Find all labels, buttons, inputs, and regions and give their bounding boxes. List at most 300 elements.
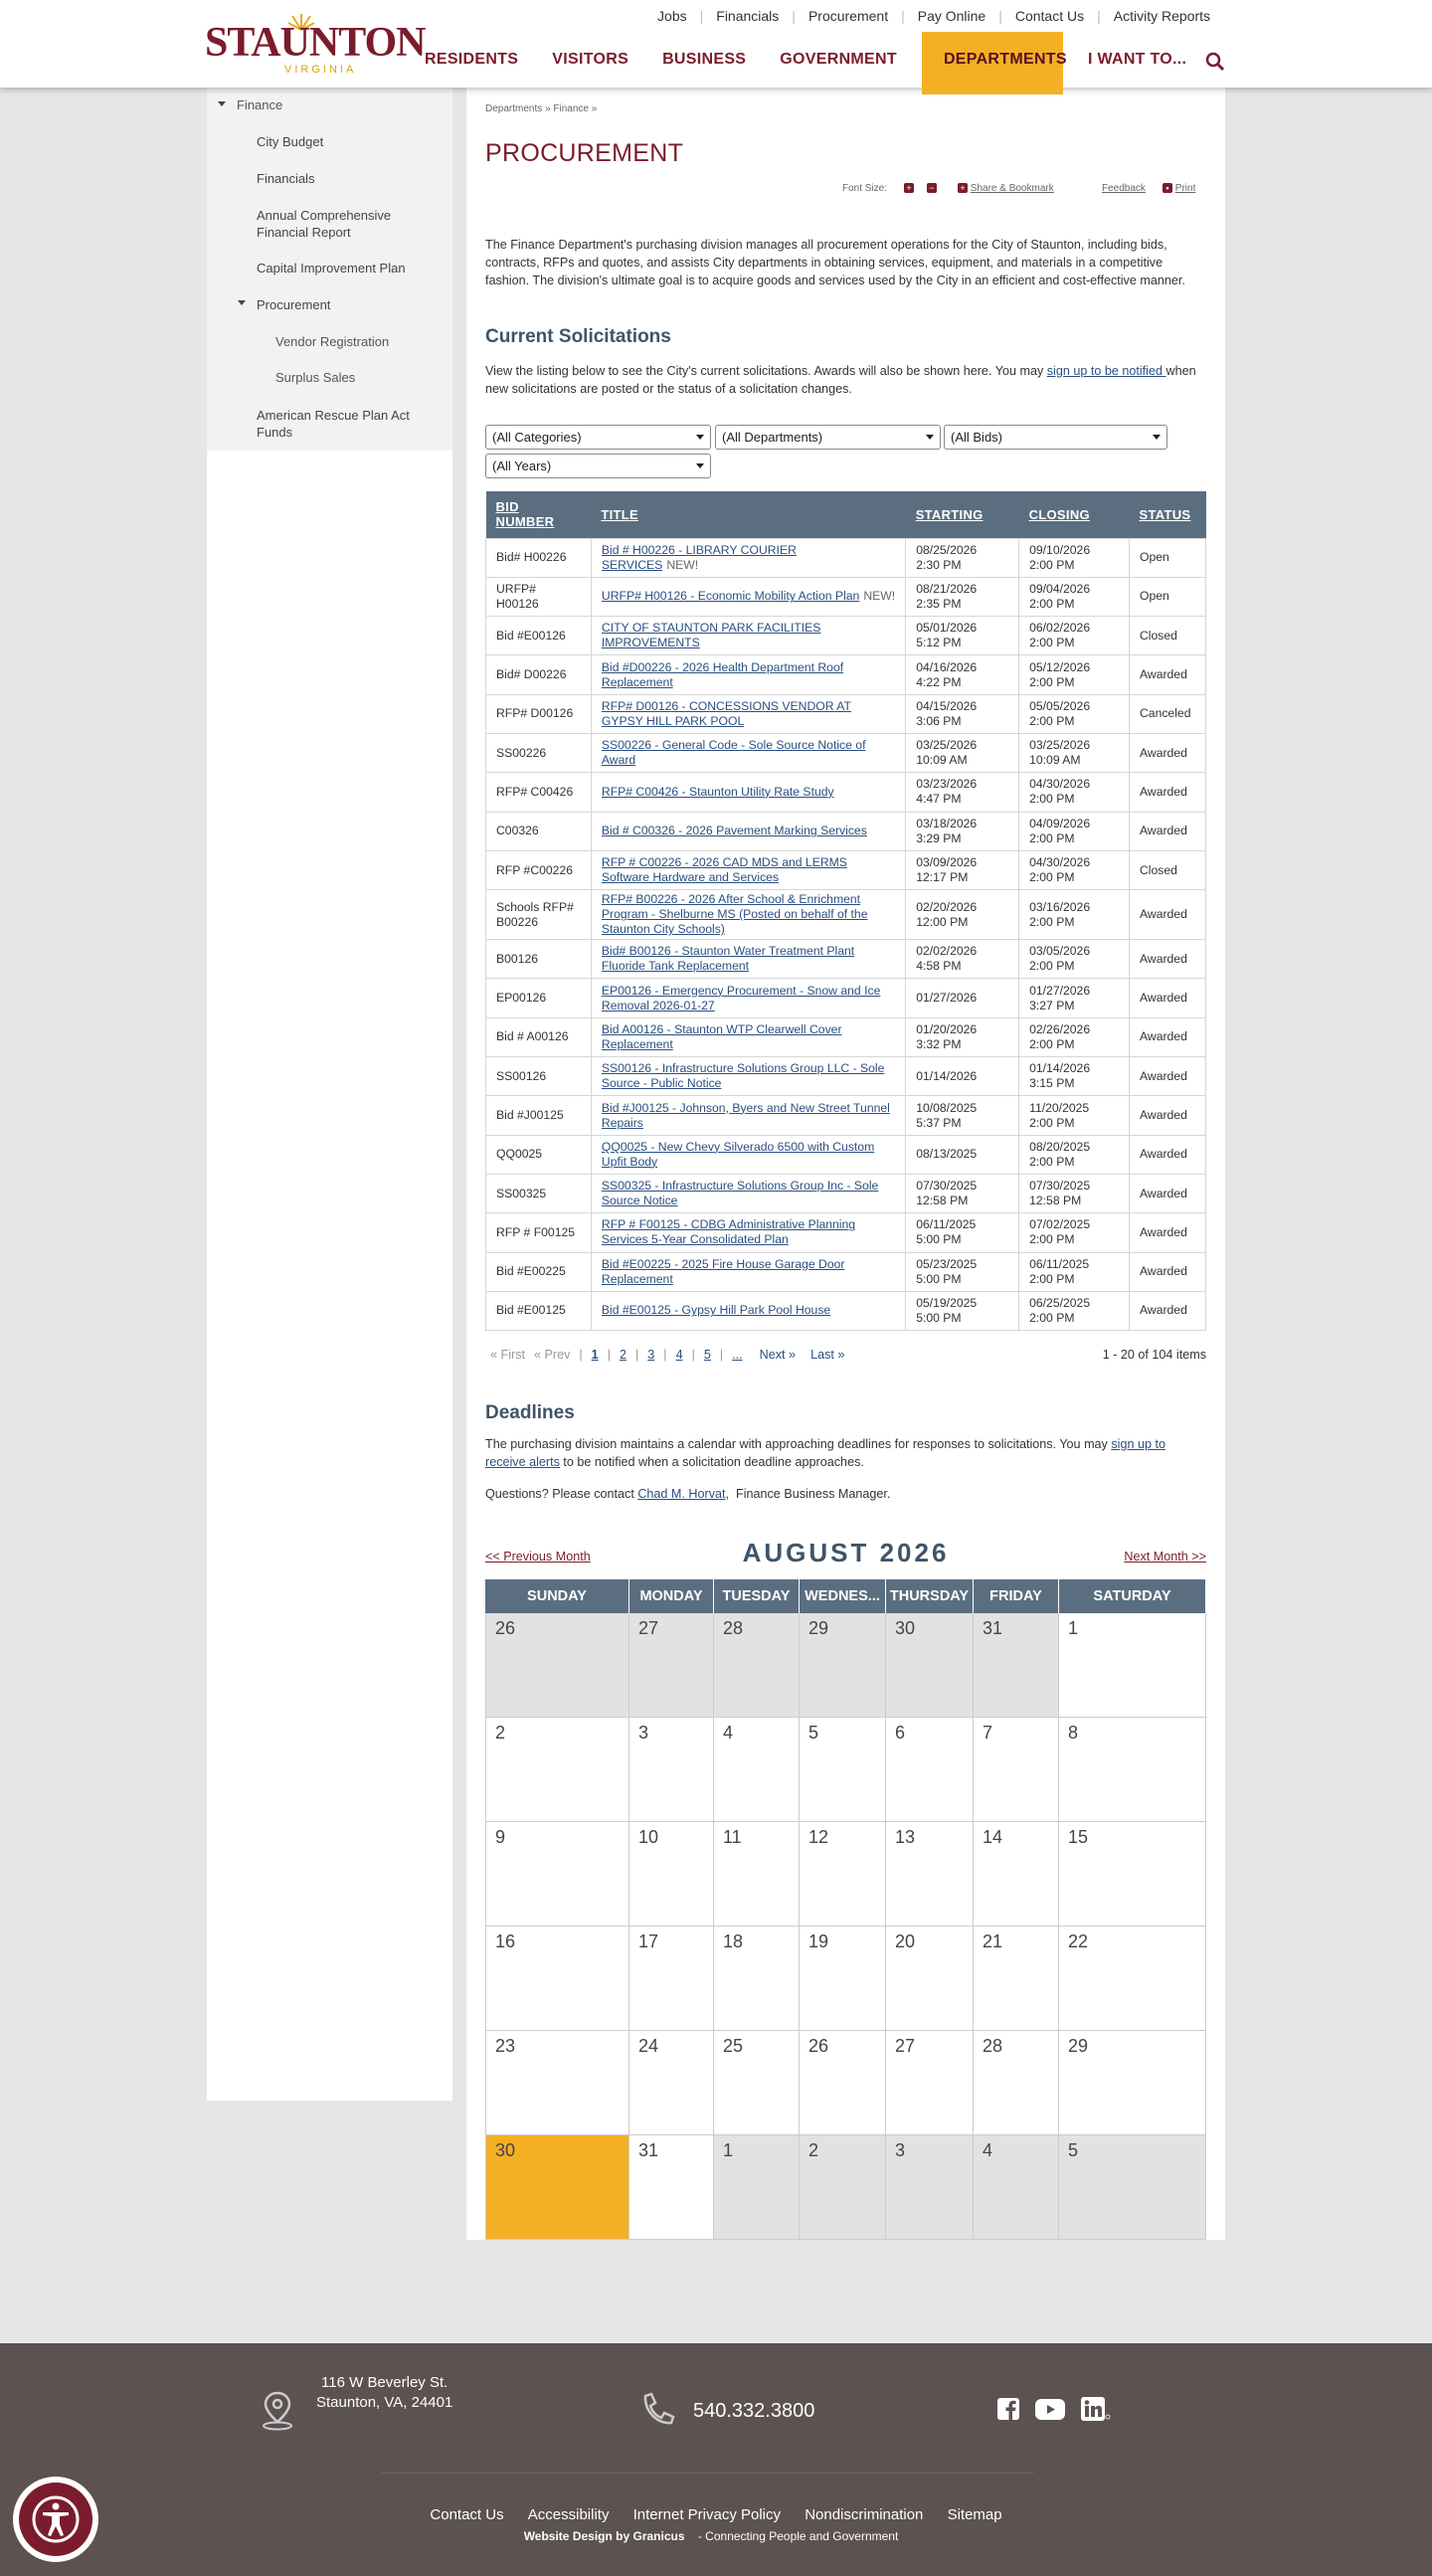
status-cell: Awarded — [1129, 733, 1205, 772]
closing-time: 2:00 PM — [1029, 1232, 1075, 1247]
share-bookmark-link[interactable]: Share & Bookmark — [970, 183, 1054, 194]
calendar-day[interactable]: 15 — [1059, 1822, 1206, 1927]
footer-divider — [381, 2473, 1034, 2474]
bid-number-cell: C00326 — [486, 812, 592, 850]
table-row — [486, 655, 1206, 694]
calendar-day[interactable]: 20 — [886, 1927, 974, 2031]
closing-cell — [1019, 538, 1130, 577]
breadcrumb — [485, 103, 597, 114]
status-cell: Open — [1129, 577, 1205, 616]
solicitation-title-link[interactable]: SS00226 - General Code - Sole Source Notice of Award — [601, 738, 866, 768]
table-row — [486, 940, 1206, 979]
closing-date: 02/26/2026 — [1029, 1021, 1091, 1036]
calendar-grid — [485, 1613, 1206, 2240]
solicitation-title-link[interactable]: URFP# H00126 - Economic Mobility Action Plan — [601, 589, 860, 604]
calendar-day[interactable]: 4 — [714, 1718, 800, 1822]
util-link-jobs[interactable]: Jobs — [657, 8, 687, 24]
title-cell — [591, 1135, 905, 1174]
calendar-day[interactable]: 26 — [800, 2031, 886, 2135]
starting-cell — [906, 1213, 1019, 1252]
closing-date: 04/09/2026 — [1029, 816, 1091, 830]
contact-text-1: Questions? Please contact — [485, 1487, 638, 1501]
font-decrease-button[interactable] — [927, 183, 937, 194]
utility-nav — [644, 6, 1223, 26]
calendar — [485, 1579, 1206, 2240]
closing-time: 10:09 AM — [1029, 753, 1081, 768]
closing-time: 2:00 PM — [1029, 1036, 1075, 1051]
solicitation-title-link[interactable]: RFP# D00126 - CONCESSIONS VENDOR AT GYPSY HILL PARK POOL — [601, 698, 851, 728]
pager-page-5[interactable]: 5 — [703, 1348, 711, 1362]
starting-cell — [906, 1017, 1019, 1056]
calendar-day[interactable]: 31 — [629, 2135, 714, 2240]
starting-cell — [906, 1291, 1019, 1330]
col-header-closing[interactable] — [1019, 491, 1130, 538]
util-link-financials[interactable]: Financials — [716, 8, 780, 24]
logo-subtitle: VIRGINIA — [284, 64, 357, 76]
table-row — [486, 812, 1206, 850]
starting-cell — [906, 1096, 1019, 1135]
print-button[interactable] — [1163, 183, 1195, 194]
footer-address — [316, 2373, 452, 2413]
footer-credit — [0, 2529, 1432, 2543]
solicitations-table — [485, 491, 1206, 1331]
status-cell: Awarded — [1129, 1017, 1205, 1056]
title-cell — [591, 655, 905, 694]
starting-time: 3:06 PM — [916, 713, 962, 728]
title-cell — [591, 1252, 905, 1291]
category-select-value: (All Categories) — [492, 430, 582, 445]
phone-icon — [637, 2390, 677, 2430]
title-cell — [591, 890, 905, 940]
starting-date: 05/23/2025 — [916, 1256, 978, 1271]
starting-cell — [906, 940, 1019, 979]
calendar-day-other-month[interactable]: 29 — [800, 1613, 886, 1718]
header-label: TITLE — [601, 506, 638, 522]
pager-prev[interactable]: « Prev — [533, 1348, 571, 1362]
footer-phone[interactable]: 540.332.3800 — [693, 2400, 815, 2422]
table-body — [486, 538, 1206, 1331]
sidebar — [207, 88, 452, 2101]
dropdown-arrow-icon — [1153, 435, 1161, 440]
starting-time: 5:12 PM — [916, 636, 962, 650]
share-button[interactable] — [958, 183, 1054, 194]
status-cell: Awarded — [1129, 1135, 1205, 1174]
bid-number-cell: Bid #E00126 — [486, 617, 592, 655]
footer-link-contact-us[interactable]: Contact Us — [430, 2506, 504, 2523]
site-footer — [0, 2343, 1432, 2576]
solicitation-title-link[interactable]: Bid #E00225 - 2025 Fire House Garage Door Replacement — [601, 1256, 845, 1286]
table-row — [486, 1252, 1206, 1291]
closing-date: 09/04/2026 — [1029, 581, 1091, 596]
footer-link-privacy-policy[interactable]: Internet Privacy Policy — [632, 2506, 782, 2523]
calendar-day-header: FRIDAY — [974, 1579, 1059, 1613]
title-cell — [591, 773, 905, 812]
solicitation-title-link[interactable]: RFP # F00125 - CDBG Administrative Planning Services 5-Year Consolidated Plan — [601, 1217, 856, 1247]
calendar-day[interactable]: 5 — [800, 1718, 886, 1822]
starting-date: 02/02/2026 — [916, 944, 978, 959]
caret-down-icon[interactable] — [218, 101, 226, 106]
main-content — [466, 88, 1225, 2240]
solicitation-title-link[interactable]: Bid# B00126 - Staunton Water Treatment Plant Fluoride Tank Replacement — [601, 944, 855, 974]
calendar-prev-month[interactable]: << Previous Month — [485, 1550, 591, 1564]
facebook-icon[interactable] — [996, 2397, 1020, 2421]
status-cell: Awarded — [1129, 655, 1205, 694]
bids-select-value: (All Bids) — [951, 430, 1003, 445]
calendar-day[interactable]: 22 — [1059, 1927, 1206, 2031]
starting-cell — [906, 773, 1019, 812]
calendar-day[interactable]: 28 — [974, 2031, 1059, 2135]
closing-cell — [1019, 1096, 1130, 1135]
pager-more[interactable]: ... — [732, 1348, 743, 1362]
staunton-logo[interactable] — [205, 12, 426, 78]
solicitation-title-link[interactable]: Bid #D00226 - 2026 Health Department Roof Replacement — [601, 659, 844, 689]
sidebar-item-arpa-funds[interactable]: American Rescue Plan Act Funds — [257, 408, 410, 440]
pager-first[interactable]: « First — [490, 1348, 525, 1362]
footer-link-sitemap[interactable]: Sitemap — [947, 2506, 1002, 2523]
closing-cell — [1019, 1057, 1130, 1096]
bid-number-cell: SS00325 — [486, 1174, 592, 1212]
search-icon[interactable] — [1205, 52, 1225, 72]
table-row — [486, 979, 1206, 1017]
closing-time: 12:58 PM — [1029, 1194, 1082, 1208]
calendar-day-header: THURSDAY — [886, 1579, 974, 1613]
closing-date: 03/05/2026 — [1029, 944, 1091, 959]
solicitation-title-link[interactable]: SS00126 - Infrastructure Solutions Group LLC - Sole Source - Public Notice — [601, 1061, 885, 1091]
starting-date: 03/25/2026 — [916, 738, 978, 753]
contact-text-2: , Finance Business Manager. — [725, 1487, 891, 1501]
sidebar-item-acfr[interactable]: Annual Comprehensive Financial Report — [257, 208, 392, 240]
print-link[interactable]: Print — [1174, 183, 1196, 194]
calendar-month-title: AUGUST 2026 — [742, 1538, 950, 1567]
breadcrumb-sep: » — [545, 103, 551, 114]
starting-cell — [906, 1252, 1019, 1291]
starting-time: 5:00 PM — [916, 1310, 962, 1325]
nav-i-want-to[interactable]: I WANT TO... — [1087, 51, 1187, 68]
dropdown-arrow-icon — [696, 463, 704, 468]
starting-date: 01/14/2026 — [916, 1068, 978, 1083]
sidebar-item-finance[interactable]: Finance — [237, 97, 283, 112]
closing-cell — [1019, 890, 1130, 940]
starting-date: 08/21/2026 — [916, 581, 978, 596]
title-cell — [591, 617, 905, 655]
calendar-day-other-month[interactable]: 26 — [485, 1613, 629, 1718]
pager-page-2[interactable]: 2 — [619, 1348, 626, 1362]
caret-down-icon[interactable] — [238, 300, 246, 305]
calendar-day[interactable]: 29 — [1059, 2031, 1206, 2135]
closing-date: 04/30/2026 — [1029, 777, 1091, 792]
calendar-day-header: TUESDAY — [714, 1579, 800, 1613]
calendar-day[interactable]: 19 — [800, 1927, 886, 2031]
nav-residents[interactable]: RESIDENTS — [425, 51, 519, 68]
closing-date: 01/14/2026 — [1029, 1061, 1091, 1076]
status-cell: Awarded — [1129, 979, 1205, 1017]
calendar-day[interactable]: 16 — [485, 1927, 629, 2031]
calendar-day[interactable]: 2 — [485, 1718, 629, 1822]
solicitation-title-link[interactable]: Bid # C00326 - 2026 Pavement Marking Services — [601, 824, 867, 838]
bid-number-cell: SS00226 — [486, 733, 592, 772]
calendar-day[interactable]: 9 — [485, 1822, 629, 1927]
year-select-value: (All Years) — [492, 459, 552, 473]
calendar-day[interactable]: 13 — [886, 1822, 974, 1927]
page-title: PROCUREMENT — [485, 139, 684, 167]
calendar-day-other-month[interactable]: 27 — [629, 1613, 714, 1718]
address-line-2: Staunton, VA, 24401 — [316, 2394, 453, 2411]
calendar-day-other-month[interactable]: 2 — [800, 2135, 886, 2240]
closing-time: 2:00 PM — [1029, 636, 1075, 650]
nav-government[interactable]: GOVERNMENT — [780, 51, 897, 68]
bid-number-cell: Bid# H00226 — [486, 538, 592, 577]
calendar-day-header: MONDAY — [629, 1579, 714, 1613]
bid-number-cell: RFP# D00126 — [486, 694, 592, 733]
map-pin-icon — [260, 2389, 295, 2431]
table-row — [486, 694, 1206, 733]
calendar-week-row — [485, 2135, 1206, 2240]
closing-time: 2:00 PM — [1029, 1154, 1075, 1169]
starting-cell — [906, 890, 1019, 940]
closing-time: 2:00 PM — [1029, 557, 1075, 572]
col-header-status[interactable] — [1129, 491, 1205, 538]
font-size-label: Font Size: — [842, 183, 888, 194]
util-link-pay-online[interactable]: Pay Online — [917, 8, 986, 24]
starting-cell — [906, 694, 1019, 733]
closing-date: 11/20/2025 — [1029, 1100, 1090, 1115]
sidebar-item-vendor-registration[interactable]: Vendor Registration — [275, 334, 390, 349]
table-row — [486, 1291, 1206, 1330]
youtube-icon[interactable] — [1035, 2399, 1065, 2420]
util-divider: | — [1097, 8, 1101, 24]
calendar-day[interactable]: 17 — [629, 1927, 714, 2031]
starting-cell — [906, 1174, 1019, 1212]
sidebar-item-surplus-sales[interactable]: Surplus Sales — [275, 370, 356, 385]
calendar-week-row — [485, 2031, 1206, 2135]
main-nav — [408, 32, 1203, 94]
calendar-week-row — [485, 1613, 1206, 1718]
closing-cell — [1019, 850, 1130, 889]
solicitation-title-link[interactable]: EP00126 - Emergency Procurement - Snow and Ice Removal 2026-01-27 — [601, 983, 881, 1012]
current-solicitations-heading: Current Solicitations — [485, 326, 671, 347]
starting-date: 05/19/2025 — [916, 1295, 978, 1310]
closing-cell — [1019, 617, 1130, 655]
starting-time: 4:22 PM — [916, 674, 962, 689]
starting-time: 10:09 AM — [916, 753, 968, 768]
solicitation-title-link[interactable]: QQ0025 - New Chevy Silverado 6500 with Custom Upfit Body — [601, 1139, 875, 1169]
calendar-day-other-month[interactable]: 30 — [886, 1613, 974, 1718]
department-select[interactable] — [715, 425, 941, 450]
closing-cell — [1019, 773, 1130, 812]
bid-number-cell: QQ0025 — [486, 1135, 592, 1174]
calendar-day[interactable]: 14 — [974, 1822, 1059, 1927]
closing-cell — [1019, 1017, 1130, 1056]
table-row — [486, 1135, 1206, 1174]
status-cell: Awarded — [1129, 1252, 1205, 1291]
header-label: CLOSING — [1028, 506, 1090, 522]
status-cell: Awarded — [1129, 940, 1205, 979]
signup-alerts-link[interactable]: sign up to receive alerts — [485, 1437, 1165, 1469]
solicitation-title-link[interactable]: RFP# B00226 - 2026 After School & Enrichment Program - Shelburne MS (Posted on behalf of the Staunton City Schools) — [601, 892, 868, 937]
bids-select[interactable] — [944, 425, 1167, 450]
starting-time: 4:58 PM — [916, 959, 962, 974]
calendar-day[interactable]: 18 — [714, 1927, 800, 2031]
pager-page-4[interactable]: 4 — [675, 1348, 683, 1362]
logo-wordmark: STAUNTON — [205, 20, 426, 66]
starting-date: 08/25/2026 — [916, 542, 978, 557]
pager-divider: | — [607, 1348, 611, 1362]
calendar-day[interactable]: 10 — [629, 1822, 714, 1927]
calendar-day[interactable]: 8 — [1059, 1718, 1206, 1822]
solicitation-title-link[interactable]: Bid #E00125 - Gypsy Hill Park Pool House — [601, 1303, 831, 1318]
title-cell — [591, 979, 905, 1017]
solicitation-title-link[interactable]: RFP # C00226 - 2026 CAD MDS and LERMS Software Hardware and Services — [601, 855, 847, 885]
pager-next[interactable]: Next » — [759, 1348, 797, 1362]
sidebar-menu — [207, 88, 452, 451]
pager-divider: | — [663, 1348, 667, 1362]
closing-cell — [1019, 733, 1130, 772]
calendar-day-today[interactable]: 30 — [485, 2135, 629, 2240]
solicitation-title-link[interactable]: SS00325 - Infrastructure Solutions Group Inc - Sole Source Notice — [601, 1179, 879, 1208]
contact-person-link[interactable]: Chad M. Horvat — [637, 1487, 726, 1501]
calendar-day-other-month[interactable]: 28 — [714, 1613, 800, 1718]
calendar-day-header: WEDNES... — [800, 1579, 886, 1613]
pager-divider: | — [691, 1348, 695, 1362]
calendar-day[interactable]: 27 — [886, 2031, 974, 2135]
share-plus-icon: + — [958, 183, 968, 193]
calendar-day[interactable]: 25 — [714, 2031, 800, 2135]
starting-date: 04/15/2026 — [916, 698, 978, 713]
deadlines-text-2: to be notified when a solicitation deadline approaches. — [559, 1455, 864, 1469]
bid-number-cell: RFP# C00426 — [486, 773, 592, 812]
minus-icon: − — [927, 183, 937, 193]
plus-icon: + — [904, 183, 914, 193]
starting-date: 08/13/2025 — [916, 1147, 978, 1162]
sidebar-item-procurement[interactable]: Procurement — [257, 297, 331, 312]
status-cell: Open — [1129, 538, 1205, 577]
starting-time: 5:00 PM — [916, 1271, 962, 1286]
pager-page-1[interactable]: 1 — [591, 1348, 599, 1362]
closing-time: 2:00 PM — [1029, 674, 1075, 689]
col-header-starting[interactable] — [906, 491, 1019, 538]
closing-cell — [1019, 1252, 1130, 1291]
calendar-day-other-month[interactable]: 4 — [974, 2135, 1059, 2240]
closing-cell — [1019, 694, 1130, 733]
calendar-day[interactable]: 3 — [629, 1718, 714, 1822]
title-cell — [591, 1017, 905, 1056]
bid-number-cell: EP00126 — [486, 979, 592, 1017]
breadcrumb-finance[interactable]: Finance — [553, 103, 589, 114]
util-link-procurement[interactable]: Procurement — [807, 8, 889, 24]
solicitation-title-link[interactable]: CITY OF STAUNTON PARK FACILITIES IMPROVEMENTS — [601, 621, 821, 650]
address-line-1: 116 W Beverley St. — [321, 2374, 448, 2391]
solicitation-title-link[interactable]: Bid # H00226 - LIBRARY COURIER SERVICES — [601, 542, 797, 572]
pager-last[interactable]: Last » — [810, 1348, 845, 1362]
calendar-day[interactable]: 11 — [714, 1822, 800, 1927]
linkedin-icon[interactable] — [1081, 2397, 1111, 2421]
starting-cell — [906, 655, 1019, 694]
col-header-title[interactable] — [591, 491, 905, 538]
table-row — [486, 538, 1206, 577]
calendar-next-month[interactable]: Next Month >> — [1124, 1550, 1206, 1564]
closing-time: 2:00 PM — [1029, 830, 1075, 845]
calendar-day[interactable]: 7 — [974, 1718, 1059, 1822]
calendar-day[interactable]: 12 — [800, 1822, 886, 1927]
starting-date: 01/20/2026 — [916, 1021, 978, 1036]
calendar-day-other-month[interactable]: 1 — [714, 2135, 800, 2240]
nav-business[interactable]: BUSINESS — [662, 51, 747, 68]
pager-page-3[interactable]: 3 — [647, 1348, 655, 1362]
starting-date: 06/11/2025 — [916, 1217, 977, 1232]
font-increase-button[interactable] — [904, 183, 914, 194]
category-select[interactable] — [485, 425, 711, 450]
title-cell — [591, 577, 905, 616]
bid-number-cell: RFP # F00125 — [486, 1213, 592, 1252]
closing-cell — [1019, 577, 1130, 616]
footer-link-accessibility[interactable]: Accessibility — [527, 2506, 610, 2523]
pager-item-count: 1 - 20 of 104 items — [1102, 1348, 1206, 1362]
calendar-day-other-month[interactable]: 3 — [886, 2135, 974, 2240]
calendar-day-other-month[interactable]: 31 — [974, 1613, 1059, 1718]
nav-departments[interactable]: DEPARTMENTS — [922, 32, 1063, 94]
footer-link-nondiscrimination[interactable]: Nondiscrimination — [805, 2506, 924, 2523]
sidebar-item-city-budget[interactable]: City Budget — [257, 134, 324, 149]
closing-date: 06/02/2026 — [1029, 621, 1091, 636]
nav-visitors[interactable]: VISITORS — [552, 51, 629, 68]
solicitations-paragraph — [485, 362, 1207, 398]
title-cell — [591, 733, 905, 772]
starting-date: 02/20/2026 — [916, 899, 978, 914]
credit-vendor[interactable]: Website Design by Granicus — [523, 2529, 685, 2543]
starting-date: 04/16/2026 — [916, 659, 978, 674]
closing-date: 03/25/2026 — [1029, 738, 1091, 753]
sidebar-item-financials[interactable]: Financials — [257, 171, 315, 186]
calendar-day[interactable]: 24 — [629, 2031, 714, 2135]
solicitation-title-link[interactable]: RFP# C00426 - Staunton Utility Rate Study — [601, 784, 834, 799]
solicitation-title-link[interactable]: Bid #J00125 - Johnson, Byers and New Street Tunnel Repairs — [601, 1100, 890, 1130]
bid-number-cell: SS00126 — [486, 1057, 592, 1096]
sidebar-item-capital-improvement[interactable]: Capital Improvement Plan — [257, 261, 406, 276]
closing-date: 06/11/2025 — [1029, 1256, 1090, 1271]
feedback-link[interactable]: Feedback — [1102, 183, 1146, 194]
col-header-bid-number[interactable] — [486, 491, 592, 538]
year-select[interactable] — [485, 454, 711, 478]
starting-time: 12:17 PM — [916, 870, 969, 885]
accessibility-widget-button[interactable] — [13, 2477, 98, 2562]
calendar-day[interactable]: 6 — [886, 1718, 974, 1822]
closing-time: 3:15 PM — [1029, 1076, 1075, 1091]
breadcrumb-sep: » — [591, 103, 598, 114]
title-cell — [591, 850, 905, 889]
starting-time: 5:37 PM — [916, 1115, 962, 1130]
table-row — [486, 1096, 1206, 1135]
closing-time: 2:00 PM — [1029, 596, 1075, 611]
closing-date: 06/25/2025 — [1029, 1295, 1091, 1310]
credit-tagline: - Connecting People and Government — [694, 2529, 899, 2543]
util-link-contact-us[interactable]: Contact Us — [1014, 8, 1085, 24]
closing-time: 2:00 PM — [1029, 1310, 1075, 1325]
title-cell — [591, 694, 905, 733]
signup-notify-link[interactable]: sign up to be notified — [1046, 364, 1166, 378]
solicitations-text-2: when new solicitations are posted or the status of a solicitation changes. — [485, 364, 1196, 396]
closing-date: 03/16/2026 — [1029, 899, 1091, 914]
calendar-day[interactable]: 23 — [485, 2031, 629, 2135]
calendar-day-other-month[interactable]: 5 — [1059, 2135, 1206, 2240]
solicitation-title-link[interactable]: Bid A00126 - Staunton WTP Clearwell Cover Replacement — [601, 1021, 842, 1051]
util-link-activity-reports[interactable]: Activity Reports — [1113, 8, 1210, 24]
title-cell — [591, 1057, 905, 1096]
closing-time: 2:00 PM — [1029, 713, 1075, 728]
calendar-week-row — [485, 1822, 1206, 1927]
breadcrumb-departments[interactable]: Departments — [485, 103, 543, 114]
calendar-day[interactable]: 21 — [974, 1927, 1059, 2031]
calendar-day[interactable]: 1 — [1059, 1613, 1206, 1718]
